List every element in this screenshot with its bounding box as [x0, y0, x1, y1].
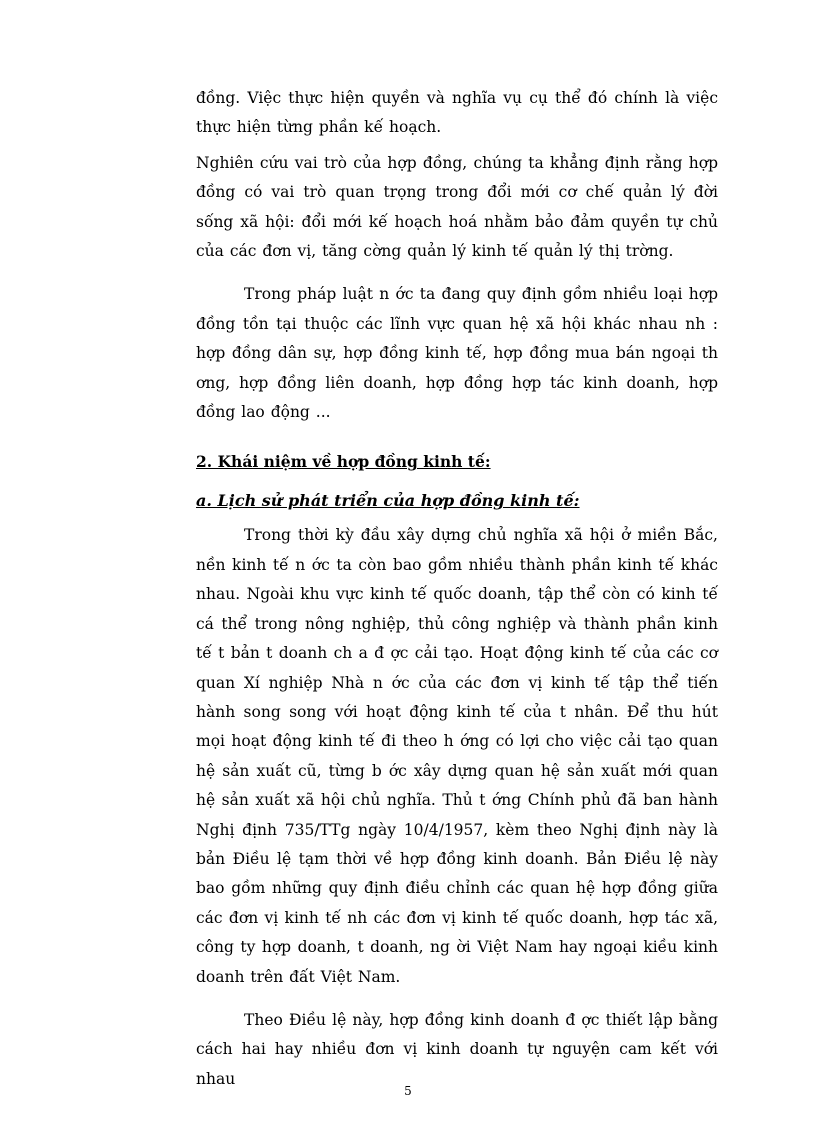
page-number: 5	[404, 1084, 412, 1098]
subsection-heading: a. Lịch sử phát triển của hợp đồng kinh tế:	[196, 491, 580, 511]
paragraph-1: đồng. Việc thực hiện quyền và nghĩa vụ cụ thể đó chính là việc thực hiện từng phần kế hoạch.	[196, 89, 718, 137]
paragraph-5: Theo Điều lệ này, hợp đồng kinh doanh đ ợc thiết lập bằng cách hai hay nhiều đơn vị kinh doanh tự nguyện cam kết với nhau	[196, 1010, 718, 1088]
page-content	[196, 84, 718, 1094]
section-heading: 2. Khái niệm về hợp đồng kinh tế:	[196, 452, 491, 472]
paragraph-2: Nghiên cứu vai trò của hợp đồng, chúng ta khẳng định rằng hợp đồng có vai trò quan trọng trong đổi mới cơ chế quản lý đời sống xã hội: đổi mới kế hoạch hoá nhằm bảo đảm quyền tự chủ của các đơn vị, tăng cờng quản lý kinh tế quản lý thị trờng.	[196, 153, 718, 261]
paragraph-4: Trong thời kỳ đầu xây dựng chủ nghĩa xã hội ở miền Bắc, nền kinh tế n ớc ta còn bao gồm nhiều thành phần kinh tế khác nhau. Ngoài khu vực kinh tế quốc doanh, tập thể còn có kinh tế cá thể trong nông nghiệp, thủ công nghiệp và thành phần kinh tế t bản t doanh ch a đ ợc cải tạo. Hoạt động kinh tế của các cơ quan Xí nghiệp Nhà n ớc của các đơn vị kinh tế tập thể tiến hành song song với hoạt động kinh tế của t nhân. Để thu hút mọi hoạt động kinh tế đi theo h ớng có lợi cho việc cải tạo quan hệ sản xuất cũ, từng b ớc xây dựng quan hệ sản xuất mới quan hệ sản xuất xã hội chủ nghĩa. Thủ t ớng Chính phủ đã ban hành Nghị định 735/TTg ngày 10/4/1957, kèm theo Nghị định này là bản Điều lệ tạm thời về hợp đồng kinh doanh. Bản Điều lệ này bao gồm những quy định điều chỉnh các quan hệ hợp đồng giữa các đơn vị kinh tế nh các đơn vị kinh tế quốc doanh, hợp tác xã, công ty hợp doanh, t doanh, ng ời Việt Nam hay ngoại kiều kinh doanh trên đất Việt Nam.	[196, 526, 718, 986]
paragraph-3: Trong pháp luật n ớc ta đang quy định gồm nhiều loại hợp đồng tồn tại thuộc các lĩnh vực quan hệ xã hội khác nhau nh : hợp đồng dân sự, hợp đồng kinh tế, hợp đồng mua bán ngoại th ơng, hợp đồng liên doanh, hợp đồng hợp tác kinh doanh, hợp đồng lao động ...	[196, 285, 718, 422]
